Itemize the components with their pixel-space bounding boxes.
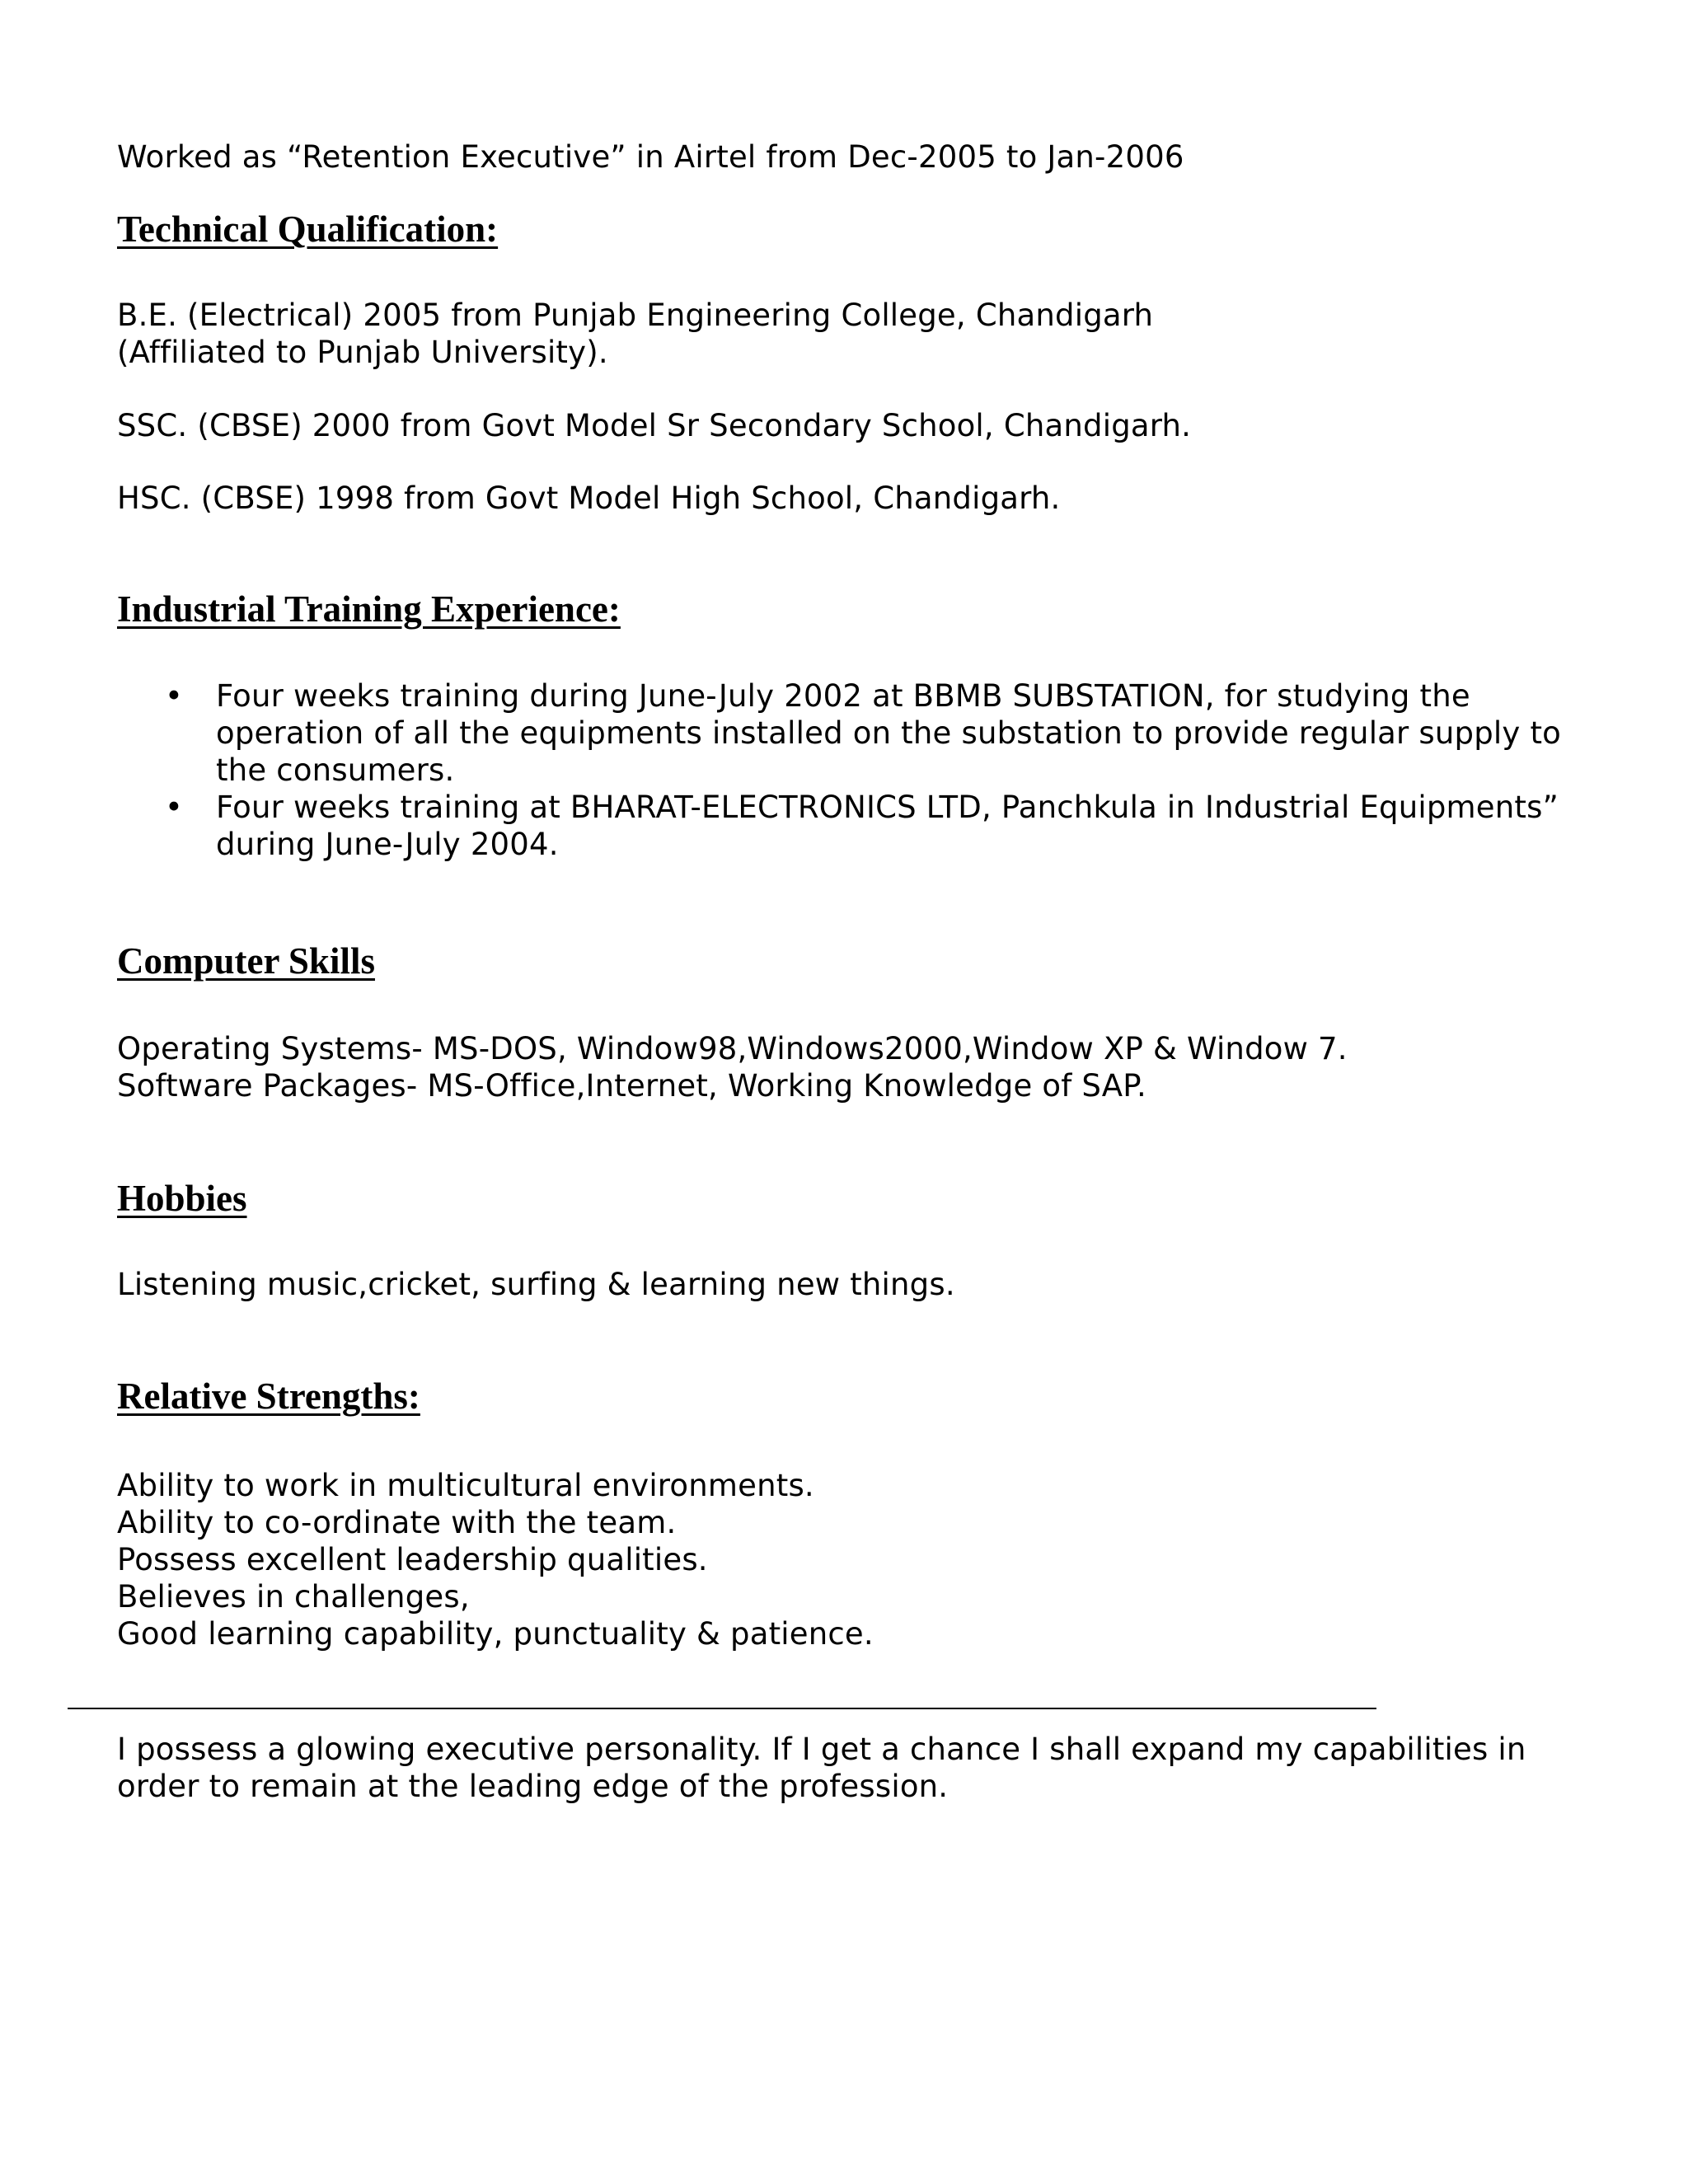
closing-line-2: order to remain at the leading edge of the profession. — [117, 1769, 949, 1804]
industrial-training-list — [117, 677, 1584, 863]
hobbies-heading: Hobbies — [117, 1178, 247, 1219]
training-2-line-2: during June-July 2004. — [216, 827, 559, 862]
relative-strengths-heading: Relative Strengths: — [117, 1376, 420, 1417]
experience-line — [117, 138, 1184, 176]
be-qualification — [117, 297, 1153, 371]
closing-line-1: I possess a glowing executive personality. If I get a chance I shall expand my capabilities in — [117, 1732, 1526, 1767]
training-1-line-1: Four weeks training during June-July 2002 at BBMB SUBSTATION, for studying the — [216, 678, 1470, 714]
technical-qualification-heading: Technical Qualification: — [117, 209, 499, 250]
strength-item: Believes in challenges, — [117, 1579, 470, 1615]
training-2-line-1: Four weeks training at BHARAT-ELECTRONICS LTD, Panchkula in Industrial Equipments” — [216, 790, 1559, 825]
hobbies-text: Listening music,cricket, surfing & learning new things. — [117, 1267, 955, 1302]
bullet-icon: • — [165, 678, 184, 714]
be-qualification-line-1: B.E. (Electrical) 2005 from Punjab Engineering College, Chandigarh — [117, 298, 1154, 333]
ssc-qualification: SSC. (CBSE) 2000 from Govt Model Sr Secondary School, Chandigarh. — [117, 408, 1192, 443]
computer-skills-body — [117, 1030, 1348, 1104]
strength-item: Good learning capability, punctuality & patience. — [117, 1616, 874, 1652]
strength-item: Ability to work in multicultural environments. — [117, 1468, 814, 1503]
experience-text: Worked as “Retention Executive” in Airtel from Dec-2005 to Jan-2006 — [117, 139, 1184, 175]
hsc-qualification: HSC. (CBSE) 1998 from Govt Model High School, Chandigarh. — [117, 480, 1061, 516]
computer-skills-heading: Computer Skills — [117, 940, 375, 982]
be-qualification-line-2: (Affiliated to Punjab University). — [117, 335, 608, 370]
list-item — [117, 789, 1584, 863]
list-item — [117, 677, 1584, 789]
closing-statement — [117, 1731, 1526, 1805]
training-1-line-2: operation of all the equipments installed on the substation to provide regular supply to — [216, 715, 1561, 751]
bullet-icon: • — [165, 790, 184, 825]
software-packages-line: Software Packages- MS-Office,Internet, Working Knowledge of SAP. — [117, 1068, 1147, 1104]
strength-item: Ability to co-ordinate with the team. — [117, 1505, 677, 1540]
horizontal-divider — [68, 1708, 1376, 1709]
strength-item: Possess excellent leadership qualities. — [117, 1542, 708, 1577]
operating-systems-line: Operating Systems- MS-DOS, Window98,Windows2000,Window XP & Window 7. — [117, 1031, 1348, 1066]
training-1-line-3: the consumers. — [216, 752, 455, 788]
relative-strengths-list — [117, 1467, 874, 1652]
industrial-training-heading: Industrial Training Experience: — [117, 588, 621, 630]
